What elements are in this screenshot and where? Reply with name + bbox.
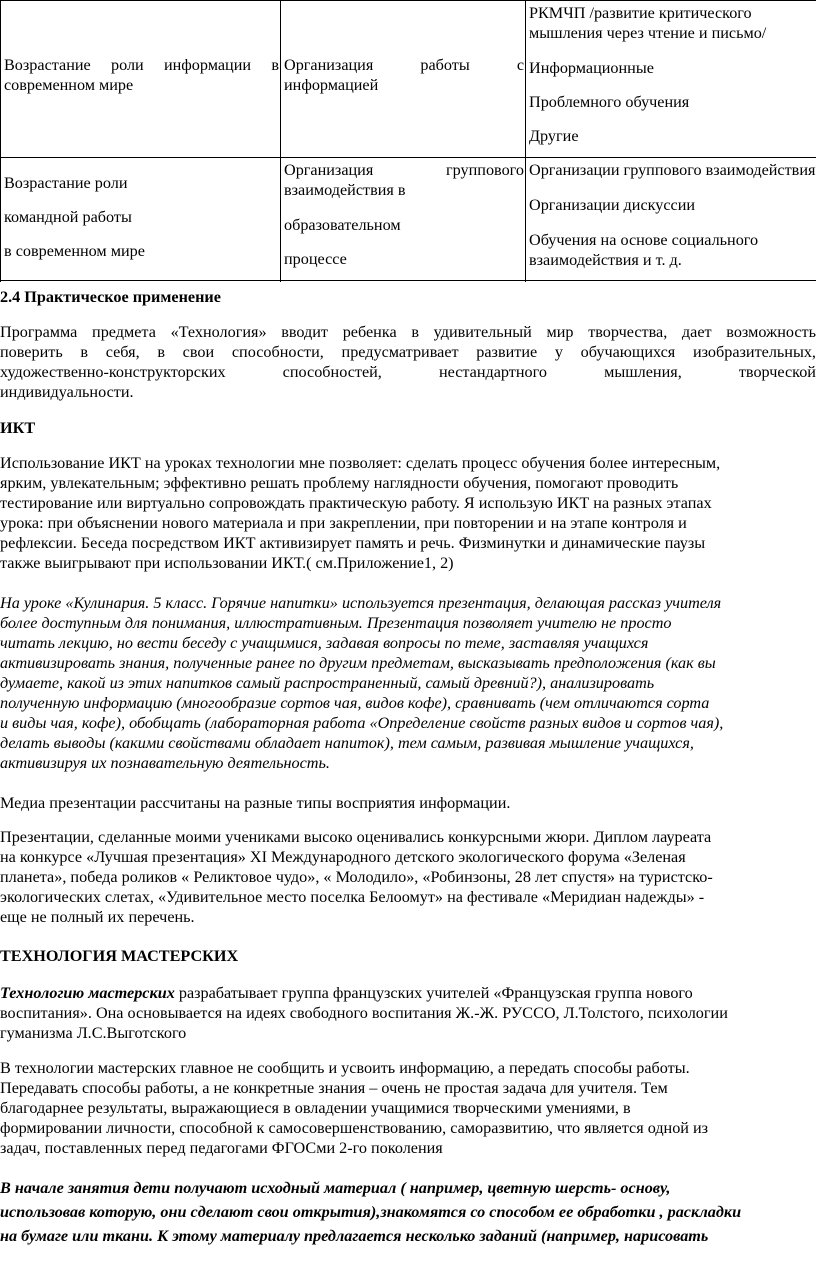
text-line: на бумаге или ткани. К этому материалу предлагается несколько заданий (например, нарисовать: [0, 1227, 709, 1245]
text-line: В начале занятия дети получают исходный материал ( например, цветную шерсть- основу,: [0, 1179, 671, 1197]
text-line: урока: при объяснении нового материала и при закреплении, при повторении и на этапе контроля и: [0, 514, 687, 532]
word: себя,: [105, 343, 140, 361]
text-line: экологических слетах, «Удивительное место поселка Белоомут» на фестивале «Меридиан надежды» -: [0, 888, 705, 906]
cell-line: Другие: [529, 127, 579, 145]
text-line: Передавать способы работы, а не конкретные знания – очень не простая задача для учителя. Тем: [0, 1079, 668, 1097]
text-line: читать лекцию, но вести беседу с учащимися, задавая вопросы по теме, заставляя учащихся: [0, 634, 649, 652]
cell-line: [284, 160, 524, 180]
cell-line: образовательном: [284, 216, 401, 234]
word: удивительный: [433, 323, 532, 341]
word: дает: [681, 323, 712, 341]
text-line: гуманизма Л.С.Выготского: [0, 1024, 187, 1042]
cell-line: в современном мире: [4, 242, 145, 260]
section-heading: ТЕХНОЛОГИЯ МАСТЕРСКИХ: [0, 947, 239, 965]
word: мышления,: [604, 363, 682, 381]
text-line: использовав которую, они сделают свои открытия),знакомятся со способом ее обработки , раскладки: [0, 1203, 742, 1221]
word: художественно-конструкторских: [0, 363, 226, 381]
text-line: благодарнее результаты, выражающиеся в овладении учащимися творческими умениями, в: [0, 1099, 631, 1117]
word: в: [80, 343, 89, 361]
word: роли: [110, 56, 144, 74]
text-line: тестирование или виртуально сопровождать практическую работу. Я использую ИКТ на разных этапах: [0, 494, 712, 512]
text-line: на конкурсе «Лучшая презентация» XI Международного детского экологического форума «Зеленая: [0, 848, 686, 866]
text-line: В технологии мастерских главное не сообщить и усвоить информацию, а передать способы работы.: [0, 1059, 690, 1077]
cell-line: Возрастание роли: [4, 174, 128, 192]
cell-line: информацией: [284, 76, 379, 94]
word: творчества,: [588, 323, 668, 341]
cell-line: Обучения на основе социального: [529, 231, 759, 249]
paragraph: [0, 322, 816, 402]
word: работы: [420, 56, 470, 74]
cell-line: [284, 55, 524, 75]
word: у: [554, 343, 563, 361]
table-cell: [281, 158, 525, 280]
text-line: более доступным для понимания, иллюстративным. Презентация позволяет учителю не просто: [0, 614, 672, 632]
methods-table: [0, 0, 816, 281]
cell-line: Организации дискуссии: [529, 196, 696, 214]
word: способностей,: [282, 363, 382, 381]
paragraph: [0, 593, 816, 773]
text-line: активизировать знания, полученные ранее по другим предметам, высказывать предположения (как вы: [0, 654, 716, 672]
paragraph: [0, 1058, 816, 1158]
cell-line: РКМЧП /развитие критического: [529, 4, 752, 22]
cell-line: командной работы: [4, 208, 132, 226]
text-line: Использование ИКТ на уроках технологии мне позволяет: сделать процесс обучения более интересным,: [0, 454, 721, 472]
paragraph: [0, 1176, 816, 1248]
word: Организация: [284, 56, 374, 74]
text-line: [0, 342, 816, 362]
paragraph: [0, 983, 816, 1043]
word: вводит: [281, 323, 329, 341]
table-cell: [281, 1, 525, 157]
word: поверить: [0, 343, 63, 361]
text-line: ярким, увлекательным; эффективно решать проблему наглядности обучения, помогают проводить: [0, 474, 679, 492]
text-line: [0, 362, 816, 382]
cell-line: процессе: [284, 250, 347, 268]
word: информации: [163, 56, 252, 74]
text-line: делать выводы (какими свойствами обладает напиток), тем самым, развивая мышление учащихся,: [0, 734, 694, 752]
word: с: [516, 56, 524, 74]
table-cell: [526, 158, 816, 280]
word: нестандартного: [438, 363, 547, 381]
text-line: На уроке «Кулинария. 5 класс. Горячие напитки» используется презентация, делающая рассказ учителя: [0, 594, 722, 612]
text-line: рефлексии. Беседа посредством ИКТ активизирует память и речь. Физминутки и динамические паузы: [0, 534, 706, 552]
word: в: [271, 56, 279, 74]
text-line: полученную информацию (многообразие сортов чая, видов кофе), сравнивать (чем отличаются сорта: [0, 694, 710, 712]
text-line: также выигрывают при использовании ИКТ.( см.Приложение1, 2): [0, 554, 454, 572]
word: Программа: [0, 323, 78, 341]
word: предусматривает: [341, 343, 459, 361]
word: возможность: [726, 323, 816, 341]
word: развитие: [476, 343, 538, 361]
section-heading: 2.4 Практическое применение: [0, 288, 221, 306]
text-line: воспитания». Она основывается на идеях свободного воспитания Ж.-Ж. РУССО, Л.Толстого, психологии: [0, 1004, 728, 1022]
text-line: формировании личности, способной к самосовершенствованию, саморазвитию, что является одной из: [0, 1119, 709, 1137]
cell-line: взаимодействия и т. д.: [529, 251, 682, 269]
word: предмета: [92, 323, 156, 341]
word: обучающихся: [580, 343, 676, 361]
text-line: Технологию мастерских разрабатывает группа французских учителей «Французская группа нового: [0, 984, 693, 1002]
word: Возрастание: [4, 56, 91, 74]
word: «Технология»: [170, 323, 267, 341]
cell-line: Проблемного обучения: [529, 93, 690, 111]
text-line: активизируя их познавательную деятельность.: [0, 754, 330, 772]
text-line: задач, поставленных перед педагогами ФГОСми 2-го поколения: [0, 1139, 443, 1157]
word: мир: [546, 323, 574, 341]
word: способности,: [231, 343, 324, 361]
table-cell: [526, 1, 816, 157]
text-line: Медиа презентации рассчитаны на разные типы восприятия информации.: [0, 794, 511, 812]
text-line: Презентации, сделанные моими учениками высоко оценивались конкурсными жюри. Диплом лауреата: [0, 828, 712, 846]
section-heading: ИКТ: [0, 419, 36, 437]
word: в: [157, 343, 165, 361]
word: в: [411, 323, 419, 341]
text-line: [0, 322, 816, 342]
text-line: и виды чая, кофе), обобщать (лабораторная работа «Определение свойств разных видов и сортов чая),: [0, 714, 724, 732]
cell-line: Организации группового взаимодействия: [529, 161, 816, 179]
word: творческой: [738, 363, 816, 381]
paragraph: [0, 793, 816, 813]
cell-line: Информационные: [529, 59, 654, 77]
text-line: думаете, какой из этих напитков самый распространенный, самый древний?), анализировать: [0, 674, 655, 692]
text-line: индивидуальности.: [0, 383, 134, 401]
paragraph: [0, 453, 816, 573]
table-cell: [1, 158, 280, 280]
paragraph: [0, 827, 816, 927]
text-line: еще не полный их перечень.: [0, 908, 195, 926]
cell-line: взаимодействия в: [284, 181, 406, 199]
word: Организация: [284, 161, 374, 179]
text-line: планета», победа роликов « Реликтовое чудо», « Молодило», «Робинзоны, 28 лет спустя» на туристско-: [0, 868, 713, 886]
cell-line: современном мире: [4, 76, 134, 94]
cell-line: мышления через чтение и письмо/: [529, 24, 767, 42]
word: изобразительных,: [692, 343, 816, 361]
cell-line: [4, 55, 279, 75]
table-cell: [1, 1, 280, 157]
word: свои: [182, 343, 215, 361]
emphasis-term: Технологию мастерских: [0, 984, 175, 1002]
word: ребенка: [342, 323, 397, 341]
word: группового: [446, 161, 524, 179]
